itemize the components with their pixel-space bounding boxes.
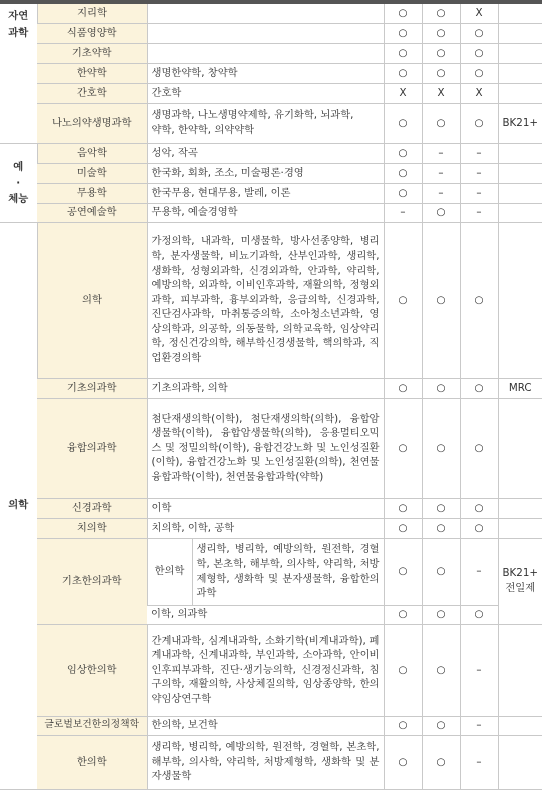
sub-major: 한의학 [148, 539, 193, 605]
dept-cell: 기초약학 [37, 43, 147, 63]
major-cell: 간계내과학, 심계내과학, 소화기학(비계내과학), 폐계내과학, 신계내과학, 부인과학, 소아과학, 안이비인후피부과학, 진단·생기능의학, 신경정신과학, 침구의학, 재활의학, 사상체질의학, 임상종양학, 한의약임상연구학 [147, 624, 384, 716]
mark-cell: ○ [422, 735, 460, 789]
table-row [0, 735, 542, 789]
table-row [0, 103, 542, 143]
mark-cell: ○ [422, 23, 460, 43]
mark-cell: ○ [422, 222, 460, 378]
mark-cell: ○ [460, 43, 498, 63]
note-cell [498, 716, 542, 735]
table-row [0, 398, 542, 498]
dept-cell: 기초의과학 [37, 378, 147, 398]
mark-cell: – [422, 163, 460, 183]
table-row [0, 63, 542, 83]
mark-cell: ○ [384, 378, 422, 398]
note-cell [498, 222, 542, 378]
mark-cell: ○ [422, 716, 460, 735]
dept-cell: 나노의약생명과학 [37, 103, 147, 143]
table-row [0, 43, 542, 63]
dept-cell: 한의학 [37, 735, 147, 789]
category-cell: 의학 [0, 222, 37, 789]
note-cell [498, 163, 542, 183]
mark-cell: – [460, 163, 498, 183]
department-table [0, 4, 542, 790]
mark-cell: ○ [384, 43, 422, 63]
table-row [0, 538, 542, 605]
mark-cell: ○ [422, 4, 460, 23]
mark-cell: ○ [384, 624, 422, 716]
mark-cell: ○ [384, 143, 422, 163]
table-row [0, 23, 542, 43]
major-cell: 첨단재생의학(이학), 첨단재생의학(의학), 융합암생물학(이학), 융합암생물학(의학), 응용멀티오믹스 및 정밀의학(이학), 융합건강노화 및 노인성질환(이학), 융합건강노화 및 노인성질환(의학), 천연물융합과학(이학), 천연물융합과학(약학) [147, 398, 384, 498]
dept-cell: 의학 [37, 222, 147, 378]
mark-cell: ○ [422, 203, 460, 222]
mark-cell: ○ [384, 222, 422, 378]
mark-cell: ○ [384, 63, 422, 83]
note-cell [498, 735, 542, 789]
table-row [0, 624, 542, 716]
table-row [0, 163, 542, 183]
note-cell [498, 498, 542, 518]
note-cell [498, 63, 542, 83]
major-cell: 생리학, 병리학, 예방의학, 원전학, 경혈학, 본초학, 해부학, 의사학, 약리학, 처방제형학, 생화학 및 분자생물학 [147, 735, 384, 789]
table-row [0, 378, 542, 398]
mark-cell: ○ [422, 378, 460, 398]
mark-cell: ○ [384, 716, 422, 735]
dept-cell: 융합의과학 [37, 398, 147, 498]
dept-cell: 미술학 [37, 163, 147, 183]
mark-cell: – [460, 624, 498, 716]
note-cell [498, 43, 542, 63]
major-cell [147, 23, 384, 43]
mark-cell: ○ [384, 103, 422, 143]
dept-cell: 간호학 [37, 83, 147, 103]
dept-cell: 공연예술학 [37, 203, 147, 222]
mark-cell: ○ [422, 43, 460, 63]
major-cell: 생리학, 병리학, 예방의학, 원전학, 경혈학, 본초학, 해부학, 의사학, 약리학, 처방제형학, 생화학 및 분자생물학, 융합한의과학 [196, 543, 380, 600]
dept-cell: 기초한의과학 [37, 538, 147, 624]
dept-cell: 임상한의학 [37, 624, 147, 716]
major-cell: 기초의과학, 의학 [147, 378, 384, 398]
mark-cell: ○ [384, 735, 422, 789]
major-cell: 한국화, 회화, 조소, 미술평론·경영 [147, 163, 384, 183]
mark-cell: ○ [460, 23, 498, 43]
mark-cell: X [460, 83, 498, 103]
category-cell: 자연 과학 [0, 4, 37, 143]
mark-cell: ○ [384, 605, 422, 624]
note-cell [498, 183, 542, 203]
dept-cell: 글로벌보건한의정책학 [37, 716, 147, 735]
major-cell: 무용학, 예술경영학 [147, 203, 384, 222]
mark-cell: ○ [384, 183, 422, 203]
mark-cell: – [460, 538, 498, 605]
mark-cell: – [422, 183, 460, 203]
mark-cell: ○ [422, 63, 460, 83]
major-cell: 가정의학, 내과학, 미생물학, 방사선종양학, 병리학, 분자생물학, 비뇨기과학, 산부인과학, 생리학, 생화학, 성형외과학, 신경외과학, 안과학, 약리학, 예방의학, 외과학, 이비인후과학, 재활의학, 정형외과학, 피부과학, 흉부외과학, 응급의학, 신경과학, 진단검사과학, 마취통증의학, 소아청소년과학, 영상의학과, 의공학, 의동물학, 의학교육학, 임상약리학, 정신건강의학, 해부학신경생물학, 핵의학과, 직업환경의학 [147, 222, 384, 378]
mark-cell: – [422, 143, 460, 163]
mark-cell: X [384, 83, 422, 103]
mark-cell: ○ [460, 222, 498, 378]
table-row [0, 4, 542, 23]
mark-cell: ○ [422, 398, 460, 498]
dept-cell: 치의학 [37, 518, 147, 538]
mark-cell: – [384, 203, 422, 222]
mark-cell: ○ [384, 538, 422, 605]
table-row [0, 183, 542, 203]
table-row [0, 83, 542, 103]
mark-cell: ○ [460, 605, 498, 624]
mark-cell: ○ [422, 538, 460, 605]
major-cell: 한국무용, 현대무용, 발레, 이론 [147, 183, 384, 203]
major-cell: 한의학, 보건학 [147, 716, 384, 735]
note-cell [498, 83, 542, 103]
note-cell: BK21+ [498, 103, 542, 143]
note-cell [498, 4, 542, 23]
dept-cell: 무용학 [37, 183, 147, 203]
mark-cell: ○ [384, 518, 422, 538]
note-cell [498, 624, 542, 716]
mark-cell: X [460, 4, 498, 23]
table-row [0, 498, 542, 518]
mark-cell: ○ [460, 398, 498, 498]
note-cell [498, 23, 542, 43]
dept-cell: 한약학 [37, 63, 147, 83]
mark-cell: ○ [384, 4, 422, 23]
mark-cell: – [460, 203, 498, 222]
dept-cell: 음악학 [37, 143, 147, 163]
note-cell [498, 398, 542, 498]
table-row [0, 518, 542, 538]
mark-cell: ○ [384, 163, 422, 183]
mark-cell: ○ [460, 103, 498, 143]
category-cell: 예 · 체능 [0, 143, 37, 222]
table-row [0, 716, 542, 735]
mark-cell: – [460, 716, 498, 735]
mark-cell: – [460, 143, 498, 163]
major-cell: 생명과학, 나노생명약제학, 유기화학, 뇌과학, 약학, 한약학, 의약약학 [147, 103, 384, 143]
table-row [0, 143, 542, 163]
dept-cell: 식품영양학 [37, 23, 147, 43]
major-cell [147, 43, 384, 63]
mark-cell: ○ [384, 23, 422, 43]
mark-cell: ○ [460, 498, 498, 518]
note-cell: BK21+ 전일제 [498, 538, 542, 624]
mark-cell: ○ [422, 498, 460, 518]
major-cell: 간호학 [147, 83, 384, 103]
mark-cell: ○ [384, 498, 422, 518]
mark-cell: ○ [422, 103, 460, 143]
note-cell [498, 143, 542, 163]
note-cell [498, 518, 542, 538]
major-cell: 이학 [147, 498, 384, 518]
dept-cell: 신경과학 [37, 498, 147, 518]
major-cell: 이학, 의과학 [147, 605, 384, 624]
major-cell: 생명한약학, 창약학 [147, 63, 384, 83]
note-cell [498, 203, 542, 222]
mark-cell: ○ [422, 605, 460, 624]
mark-cell: ○ [460, 518, 498, 538]
major-cell [147, 4, 384, 23]
major-cell: 치의학, 이학, 공학 [147, 518, 384, 538]
mark-cell: X [422, 83, 460, 103]
mark-cell: – [460, 735, 498, 789]
mark-cell: ○ [460, 63, 498, 83]
mark-cell: ○ [422, 624, 460, 716]
major-cell: 성악, 작곡 [147, 143, 384, 163]
table-row [0, 203, 542, 222]
major-split [148, 539, 384, 605]
table-row [0, 222, 542, 378]
note-cell: MRC [498, 378, 542, 398]
mark-cell: ○ [460, 378, 498, 398]
mark-cell: ○ [384, 398, 422, 498]
mark-cell: ○ [422, 518, 460, 538]
major-split-cell [147, 538, 384, 605]
mark-cell: – [460, 183, 498, 203]
dept-cell: 지리학 [37, 4, 147, 23]
